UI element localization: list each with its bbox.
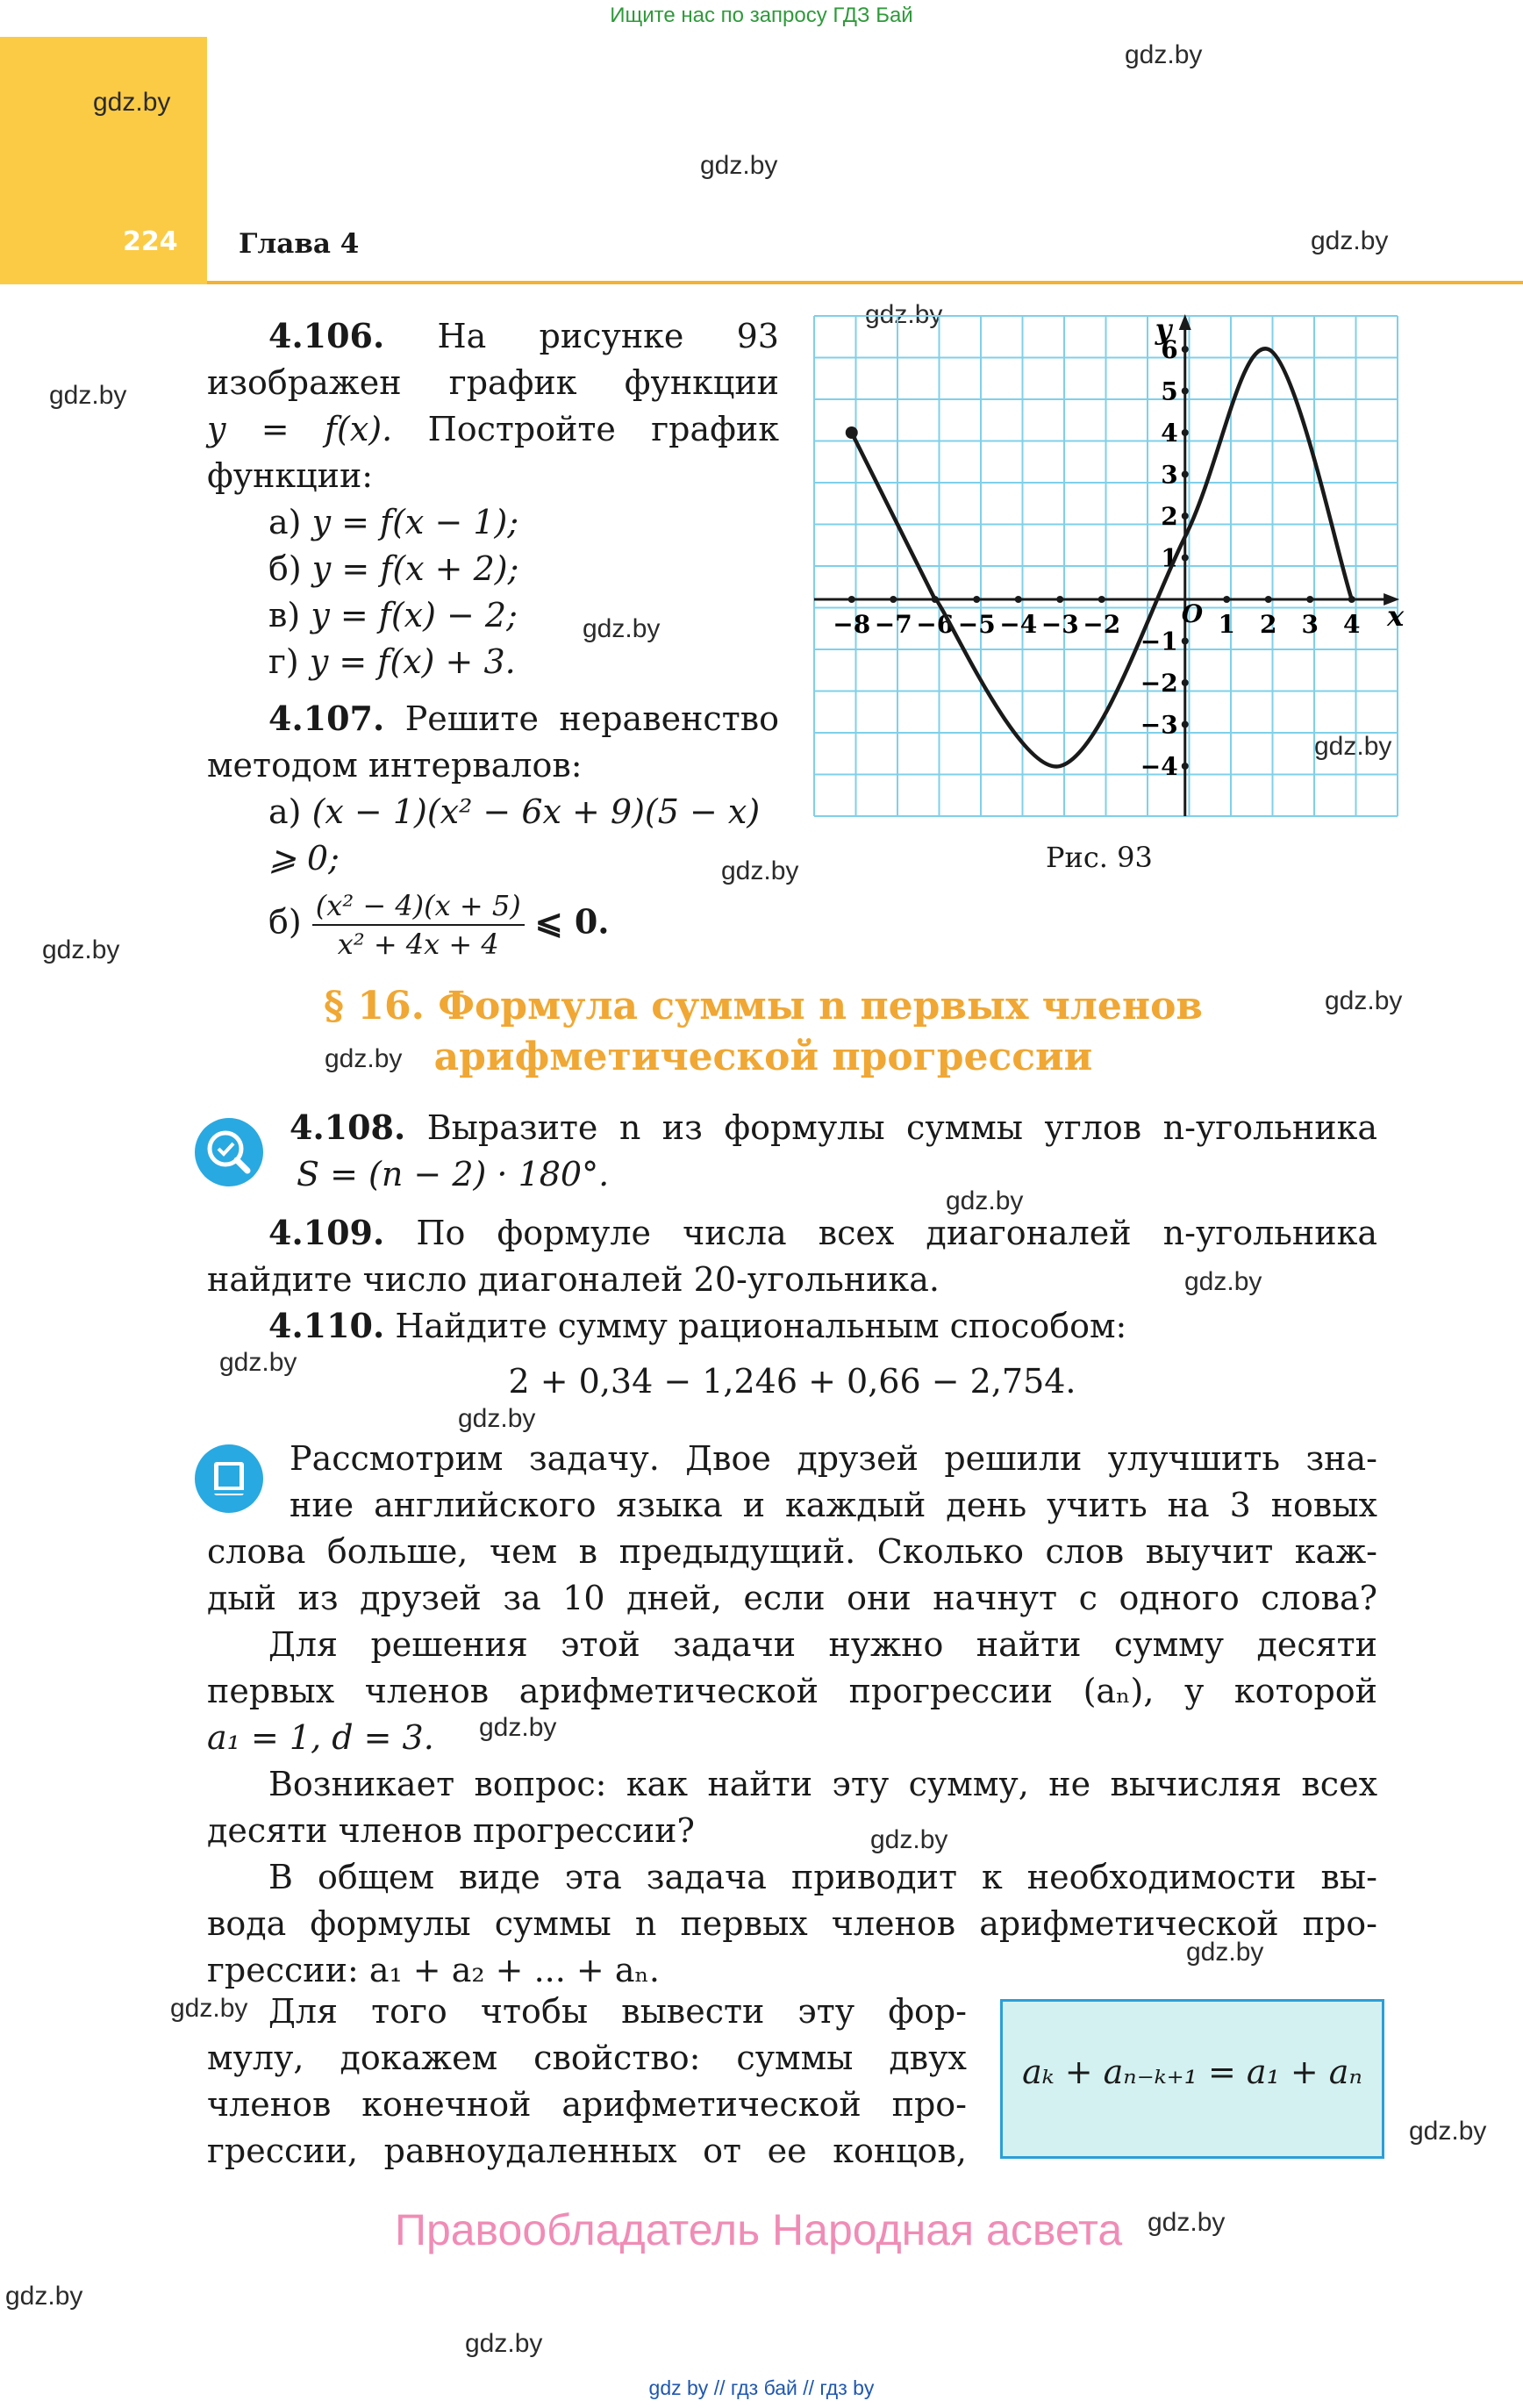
watermark: gdz.by (721, 856, 799, 885)
watermark: gdz.by (946, 1186, 1024, 1215)
item-label: а) (268, 503, 302, 541)
item-expr: (x − 1)(x² − 6x + 9)(5 − x) ⩾ 0; (268, 792, 761, 878)
fraction-denominator: x² + 4x + 4 (337, 928, 499, 961)
function-notation: y = f(x). (207, 410, 393, 448)
watermark: gdz.by (1186, 1938, 1264, 1967)
x-tick-label: −3 (1040, 610, 1079, 639)
watermark: gdz.by (219, 1348, 297, 1377)
theory-line: Для того чтобы вывести эту фор- (268, 1992, 967, 2031)
ex-text: На рисунке 93 (437, 317, 779, 355)
item-b (207, 887, 779, 963)
y-tick-mark (1182, 512, 1189, 520)
formula-box (1000, 1999, 1384, 2159)
y-tick-mark (1182, 555, 1189, 562)
y-tick-mark (1182, 429, 1189, 436)
y-tick-label: −2 (1140, 669, 1178, 698)
theory-line: грессии: a₁ + a₂ + ... + aₙ. (207, 1951, 661, 1989)
exercise-4-106 (207, 312, 779, 685)
x-tick-mark (1306, 596, 1313, 603)
relation: ⩽ 0. (534, 901, 610, 942)
y-tick-mark (1182, 679, 1189, 686)
x-axis-label: x (1387, 599, 1405, 633)
theory-text (207, 1436, 1377, 1994)
x-tick-label: −2 (1083, 610, 1121, 639)
item-label: б) (268, 549, 302, 588)
ex-4-110-line1 (207, 1302, 1377, 1350)
exercise-4-109 (207, 1209, 1377, 1303)
x-tick-label: 1 (1218, 610, 1235, 639)
y-tick-label: −4 (1140, 752, 1178, 781)
item-a (268, 499, 779, 546)
y-tick-label: 1 (1161, 543, 1178, 573)
watermark: gdz.by (1125, 40, 1203, 69)
watermark: gdz.by (583, 614, 661, 643)
exercise-4-107 (207, 695, 779, 963)
theory-line: a₁ = 1, d = 3. (207, 1718, 434, 1757)
y-tick-mark (1182, 388, 1189, 395)
ex-4-107-line1 (207, 695, 779, 742)
theory-line: слова больше, чем в предыдущий. Сколько слов выучит каж- (207, 1532, 1377, 1571)
watermark: gdz.by (42, 935, 120, 964)
fraction-numerator: (x² − 4)(x + 5) (312, 887, 525, 926)
x-tick-mark (1265, 596, 1272, 603)
watermark: gdz.by (865, 300, 943, 329)
header-rule (207, 281, 1523, 284)
footer-links[interactable]: gdz by // гдз бай // гдз by (648, 2376, 875, 2399)
theory-line: десяти членов прогрессии? (207, 1811, 695, 1850)
theory-line: Возникает вопрос: как найти эту сумму, не вычисляя всех (268, 1765, 1377, 1803)
theory-line: дый из друзей за 10 дней, если они начнут с одного слова? (207, 1579, 1377, 1617)
theory-line: Для решения этой задачи нужно найти сумму десяти (268, 1625, 1377, 1664)
theory-line: Рассмотрим задачу. Двое друзей решили улучшить зна- (290, 1439, 1377, 1478)
ex-4-110-expr: 2 + 0,34 − 1,246 + 0,66 − 2,754. (508, 1362, 1076, 1401)
watermark: gdz.by (1325, 986, 1403, 1015)
theory-line: В общем виде эта задача приводит к необходимости вы- (268, 1858, 1377, 1896)
x-tick-label: 4 (1343, 610, 1361, 639)
x-tick-label: 3 (1301, 610, 1319, 639)
watermark: gdz.by (870, 1825, 948, 1854)
ex-text: Решите неравенство (404, 699, 779, 738)
item-g (268, 639, 779, 685)
chapter-title: Глава 4 (239, 228, 360, 260)
y-tick-label: 4 (1161, 419, 1178, 448)
y-tick-label: 6 (1161, 335, 1178, 364)
function-curve (852, 348, 1352, 766)
origin-label: O (1181, 599, 1204, 628)
y-tick-label: 2 (1161, 502, 1178, 531)
item-a (207, 789, 779, 882)
ex-text: Постройте график (427, 410, 779, 448)
y-tick-mark (1182, 763, 1189, 770)
formula-box-text: aₖ + aₙ₋ₖ₊₁ = a₁ + aₙ (1022, 2053, 1362, 2091)
watermark: gdz.by (1148, 2208, 1226, 2237)
x-tick-mark (1098, 596, 1105, 603)
x-tick-mark (1056, 596, 1063, 603)
figure-caption: Рис. 93 (1046, 841, 1153, 874)
item-label: а) (268, 792, 302, 831)
curve-start-point (846, 426, 858, 439)
y-tick-label: −1 (1140, 627, 1178, 656)
exercise-number: 4.109. (268, 1213, 385, 1252)
exercise-number: 4.107. (268, 699, 385, 738)
ex-4-106-line3 (207, 406, 779, 453)
x-tick-label: −6 (916, 610, 955, 639)
ex-4-108-formula: S = (n − 2) · 180°. (297, 1155, 610, 1193)
grid (814, 316, 1398, 816)
ex-4-108-line1 (290, 1104, 1377, 1151)
ex-4-109-line2: найдите число диагоналей 20-угольника. (207, 1260, 940, 1299)
item-expr: y = f(x + 2); (311, 549, 519, 588)
watermark: gdz.by (1184, 1267, 1262, 1296)
watermark: gdz.by (465, 2329, 543, 2358)
item-expr: y = f(x − 1); (311, 503, 519, 541)
x-tick-label: 2 (1260, 610, 1277, 639)
theory-line: ние английского языка и каждый день учить на 3 новых (290, 1486, 1377, 1524)
y-tick-label: −3 (1140, 710, 1178, 740)
x-tick-mark (890, 596, 897, 603)
x-tick-mark (1223, 596, 1230, 603)
ex-text: По формуле числа всех диагоналей n-угольника (416, 1214, 1377, 1252)
section-title-line2: арифметической прогрессии (433, 1035, 1093, 1079)
exercise-4-110 (207, 1302, 1377, 1405)
watermark: gdz.by (49, 381, 127, 410)
item-expr: y = f(x) + 3. (309, 642, 516, 681)
x-tick-label: −8 (833, 610, 871, 639)
watermark: gdz.by (1409, 2117, 1487, 2146)
y-tick-label: 3 (1161, 460, 1178, 490)
y-tick-mark (1182, 721, 1189, 728)
item-label: в) (268, 596, 301, 634)
ex-4-107-line2: методом интервалов: (207, 746, 583, 785)
item-v (268, 592, 779, 639)
ex-text: Найдите сумму рациональным способом: (395, 1307, 1127, 1345)
watermark: gdz.by (93, 88, 171, 117)
figure-93 (809, 307, 1405, 886)
x-tick-label: −5 (957, 610, 996, 639)
theory-line: вода формулы суммы n первых членов арифметической про- (207, 1904, 1377, 1943)
watermark: gdz.by (1311, 226, 1389, 255)
watermark: gdz.by (479, 1713, 557, 1742)
exercise-number: 4.108. (290, 1107, 406, 1147)
search-check-icon (195, 1118, 263, 1186)
theory-line: мулу, докажем свойство: суммы двух (207, 2039, 967, 2077)
section-title-line1: § 16. Формула суммы n первых членов (324, 984, 1203, 1028)
exercise-4-108 (290, 1104, 1377, 1198)
item-expr: y = f(x) − 2; (311, 596, 518, 634)
y-tick-label: 5 (1161, 376, 1178, 406)
item-b (268, 546, 779, 592)
ex-text: Выразите n из формулы суммы углов n-угольника (426, 1108, 1377, 1147)
top-note: Ищите нас по запросу ГДЗ Бай (610, 4, 913, 27)
page-number: 224 (123, 226, 178, 257)
ex-4-109-line1 (207, 1209, 1377, 1257)
x-tick-mark (1015, 596, 1022, 603)
item-label: б) (268, 902, 302, 942)
watermark: gdz.by (700, 151, 778, 180)
x-tick-mark (973, 596, 980, 603)
theory-line: первых членов арифметической прогрессии (aₙ), у которой (207, 1672, 1377, 1710)
watermark: gdz.by (170, 1994, 248, 2023)
ex-4-106-line4: функции: (207, 456, 374, 495)
ex-4-106-line2: изображен график функции (207, 363, 779, 402)
rightsholder: Правообладатель Народная асвета (395, 2205, 1123, 2254)
theory-line: членов конечной арифметической про- (207, 2085, 967, 2124)
exercise-number: 4.106. (268, 316, 385, 355)
x-tick-mark (848, 596, 855, 603)
exercise-number: 4.110. (268, 1306, 385, 1345)
watermark: gdz.by (5, 2282, 83, 2311)
x-tick-label: −4 (999, 610, 1038, 639)
ex-4-106-line1 (207, 312, 779, 360)
ex-4-106-items (207, 499, 779, 685)
y-tick-mark (1182, 471, 1189, 478)
y-tick-mark (1182, 638, 1189, 645)
item-label: г) (268, 642, 299, 681)
theory-line: грессии, равноудаленных от ее концов, (207, 2132, 967, 2170)
fraction (312, 887, 525, 963)
watermark: gdz.by (458, 1404, 536, 1433)
watermark: gdz.by (325, 1044, 403, 1073)
x-tick-label: −7 (874, 610, 912, 639)
watermark: gdz.by (1314, 732, 1392, 761)
section-title (263, 981, 1263, 1083)
y-axis-label: y (1155, 312, 1172, 346)
y-tick-mark (1182, 346, 1189, 353)
theory-text-left (207, 1989, 967, 2175)
tick-labels (833, 335, 1360, 781)
